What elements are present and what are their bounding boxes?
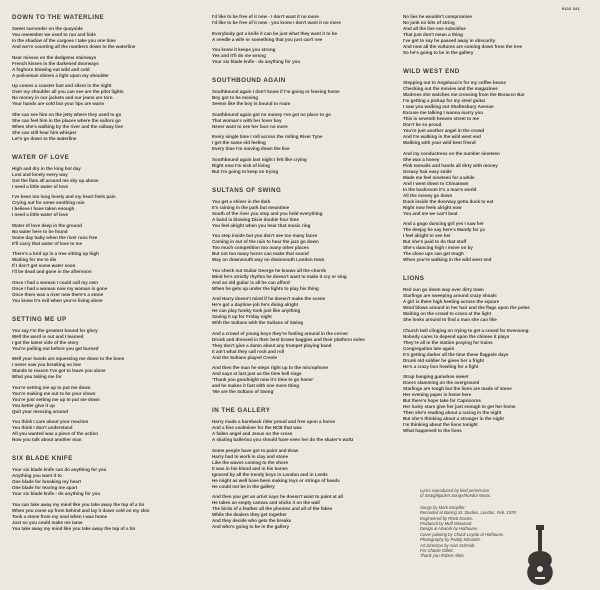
lyric-line: And all the live ose subsidise [403, 26, 466, 31]
lyric-line: One blade for breaking my heart [12, 479, 82, 484]
song-block [403, 275, 593, 434]
lyric-line: Quit your messing around [12, 408, 69, 414]
lyric-line: You check out Guitar George he knows all the chords [212, 267, 327, 273]
lyric-line: It was in his blood and in his bones [212, 465, 288, 471]
lyric-line: He's got a daytime job he's doing alright [212, 302, 299, 307]
lyric-line: You think I care about your reaction [12, 419, 89, 424]
lyric-line: Red sun go down way over dirty town [403, 287, 484, 292]
credit-line: Design & Artwork by Hothouse. [420, 526, 479, 532]
lyric-line: And says at last just as the time bell rings [212, 371, 302, 376]
lyric-line: It'll carry that water of love to me [12, 240, 83, 246]
lyric-line: The birds of a feather all the phonies and all of the fakes [212, 506, 333, 511]
lyric-line: And a gogo dancing girl yes I saw her [403, 221, 484, 226]
lyric-line: Stepping out to Angelucci's for my coffee beans [403, 80, 506, 85]
lyric-line: And a fine coalminer for the NCB that was [212, 425, 302, 430]
lyric-line: Then she's reading about a racing in the night [403, 410, 502, 415]
stanza [403, 287, 593, 323]
credit-line: For Charlie Gillett. [420, 548, 454, 554]
lyric-line: One blade for tearing me apart [12, 485, 78, 490]
lyric-line: A band is blowing Dixie double four time [212, 216, 299, 222]
lyric-line: And I'm walking in the wild west end [403, 134, 481, 139]
stanza [12, 112, 202, 142]
lyric-line: And then you get an artist says he doesn't want to paint at all [212, 494, 343, 499]
lyric-line: Once I had a woman now my woman is gone [12, 285, 108, 291]
song-block [403, 14, 593, 56]
lyric-line: And we're counting all the numbers down to the waterline [12, 44, 136, 49]
lyric-line: So he's going to be in the gallery [403, 50, 474, 55]
lyric-line: Duck inside the doorway gotta duck to eat [403, 198, 494, 204]
lyric-line: and he makes it fast with one more thing [212, 383, 300, 388]
song-title: IN THE GALLERY [212, 407, 271, 414]
lyric-line: Well your hands are squeezing me down to the bone [12, 356, 125, 361]
lyric-line: Like the waves coming to the shore [212, 459, 289, 465]
lyric-line: With the Sultans with the Sultans of Swing [212, 320, 303, 325]
stanza [12, 55, 202, 79]
stanza [403, 328, 593, 370]
stanza [12, 356, 202, 380]
lyric-line: They don't give a damn about any trumpet playing band [212, 342, 332, 348]
lyric-line: I'm getting a pickup for my steel guitar [403, 98, 486, 103]
lyric-line: The deejay he say here's Mandy for ya [403, 227, 485, 232]
lyric-line: Starlings are tough but the lions are made of stone [403, 386, 512, 391]
lyric-line: No lies he wouldn't compromise [403, 14, 472, 19]
song-title: WILD WEST END [403, 68, 460, 75]
stanza [212, 233, 402, 263]
lyric-line: Nobody cares to depend upon the chimes it plays [403, 333, 510, 339]
lyric-line: Let's go down to the waterline [12, 135, 77, 141]
lyric-line: Crying out for some soothing rain [12, 200, 85, 205]
lyrics-permission-note [420, 488, 595, 499]
song-title: SULTANS OF SWING [212, 186, 282, 194]
lyric-line: Checking out the movies and the magazines [403, 86, 498, 91]
lyric-line: And now all the vultures are coming down from the tree [403, 44, 523, 49]
lyric-line: I'd like to be free of it now - I don't want it no more [212, 14, 319, 19]
lyric-line: While the dealers they get together [212, 512, 287, 517]
lyric-line: Boy got to be moving [212, 95, 258, 100]
lyric-line: You say I'm the greatest bound for glory [12, 327, 98, 333]
lyric-line: When you come up from behind and lay it down cold on my skin [12, 507, 150, 513]
lyric-line: It ain't what they call rock and roll [212, 348, 285, 354]
lyric-line: Congregation late again [403, 345, 455, 351]
stanza [12, 419, 202, 443]
credit-line: Engineered by Rhett Davies. [420, 515, 474, 521]
lyric-line: I get the same old feeling [212, 140, 266, 145]
lyric-line: A foghorn blowing out wild and cold [12, 66, 90, 72]
lyric-line: Her evening paper is home here [403, 392, 472, 397]
lyric-line: In the shadow of the cargoes I take you one time [12, 38, 116, 43]
lyric-line: Every time I'm moving down the line [212, 146, 290, 151]
lyric-line: It's getting darker all the time these flagpole days [403, 351, 509, 357]
lyric-line: A policeman shines a light upon my shoulder [12, 72, 109, 78]
lyric-line: She can see him on the jetty where they used to go [12, 111, 122, 117]
lyric-line: 'We are the Sultans of Swing' [212, 389, 275, 394]
lyric-line: I've been too long lonely and my heart feels pain [12, 194, 116, 199]
credit-line: Thank you Robert Allen. [420, 553, 465, 559]
lyric-line: Right now I'm sick of living [212, 162, 270, 168]
lyric-line: I believe I have taken enough [12, 206, 75, 211]
lyric-line: French kisses in the darkened doorways [12, 60, 99, 66]
lyric-line: A skating ballerina you should have seen her do the skater's waltz [212, 437, 354, 442]
lyric-line: Waiting on the crowd to cross at the light [403, 311, 492, 316]
song-title: WATER OF LOVE [12, 153, 70, 161]
lyric-line: She was a honey [403, 156, 440, 162]
stanza [212, 89, 402, 107]
stanza [212, 448, 402, 490]
lyric-line: Too much competition too many other places [212, 245, 309, 250]
stanza [212, 14, 402, 26]
lyric-line: There's a bird up in a tree sitting up high [12, 251, 99, 256]
lyric-line: Yes and it'll do me wrong [212, 53, 266, 58]
lyric-line: If I don't get some water soon [12, 263, 76, 268]
stanza [12, 251, 202, 275]
lyric-line: Don't be so proud [403, 122, 442, 127]
lyric-line: Strap hanging gumshoe sweet [403, 374, 469, 379]
stanza [212, 419, 402, 443]
lyric-line: I feel alright to see her [403, 233, 451, 238]
lyric-line: You know it's evil when you're living alone [12, 297, 103, 303]
lyric-line: You're just setting me up to put me down [12, 396, 100, 402]
lyric-line: All the money go down [403, 192, 453, 198]
stanza [12, 502, 202, 532]
lyric-line: It's raining in the park but meantime [212, 204, 290, 210]
lyric-line: Greasy hair easy smile [403, 168, 452, 174]
lyric-line: Took a stone from my soul when I was home [12, 513, 108, 519]
lyric-line: Starlings are sweeping around crazy shoals [403, 293, 497, 298]
credit-line: Photography by Paddy Kilmartin. [420, 537, 481, 543]
stanza [212, 199, 402, 229]
song-block [212, 77, 402, 175]
lyric-line: What you taking me for [12, 374, 62, 379]
lyric-line: Harry had to work in clay and stone [212, 453, 289, 459]
stanza [212, 296, 402, 326]
stanza [403, 374, 593, 434]
lyrics-note-line: Lyrics reproduced by kind permission [420, 488, 490, 493]
lyric-line: You're pulling out before you get burned [12, 345, 99, 351]
lyric-line: Near misses on the dodgems stairways [12, 54, 97, 60]
lyric-line: But she's thinking about a stranger in the night [403, 416, 504, 421]
lyric-line: But I'm going to keep on trying [212, 168, 279, 174]
song-title: SOUTHBOUND AGAIN [212, 77, 286, 84]
lyric-line: She looks around to find a man she can like [403, 317, 497, 322]
lyric-line: No money in our jackets and our jeans are torn [12, 95, 113, 100]
lyric-line: And the Sultans played Creole [212, 354, 278, 360]
lyric-line: Your six blade knife can do anything for you [12, 467, 107, 472]
lyric-line: The close ups can get tough [403, 251, 464, 256]
stanza [212, 134, 402, 152]
lyric-line: Up comes a coaster fast and silent in the night [12, 83, 112, 88]
lyric-line: But she's paid to do that stuff [403, 239, 467, 244]
lyric-line: I need a little water of love [12, 212, 69, 217]
lyric-line: He could not be in the gallery [212, 483, 275, 489]
stanza [212, 157, 402, 175]
lyric-line: Southbound again last night I felt like crying [212, 156, 307, 162]
lyric-line: Church bell clinging on trying to get a crowd for Evensong [403, 327, 529, 333]
lyric-line: I got the latest side of the story [12, 339, 79, 345]
lyric-line: Once there was a river now there's a stone [12, 291, 104, 297]
stanza [403, 151, 593, 217]
lyric-line: I'd like to be free of it now - you know I don't want it no more [212, 20, 341, 25]
stanza [212, 112, 402, 130]
lyric-line: High and dry in the long hot day [12, 165, 81, 171]
lyric-line: I'll be dead and gone in the afternoon [12, 269, 92, 274]
lyric-line: That just don't mean a thing [403, 32, 463, 37]
lyric-line: Wind blows around in her hair and the flags upon the poles [403, 305, 530, 310]
lyric-line: Sweet surrender on the quayside [12, 26, 83, 31]
lyric-line: This is seventh heaven street to me [403, 116, 480, 121]
lyric-line: Some day baby when the river runs free [12, 234, 98, 240]
column-right [403, 14, 593, 446]
song-block [403, 68, 593, 263]
lyric-line: Just so you could make me tame [12, 519, 83, 525]
lyric-line: She can feel him in the places where the sailors go [12, 117, 121, 123]
lyric-line: Over my shoulder all you can see are the pilot lights [12, 89, 124, 94]
lyric-line: 'Thank you goodnight now it's time to go home' [212, 377, 314, 382]
lyric-line: And who's going to be in the gallery [212, 524, 290, 529]
lyric-line: Your six blade knife - do anything for you [12, 491, 101, 496]
lyric-line: You take away my mind like you take away the top of a tin [12, 525, 136, 531]
lyric-line: You better give it up [12, 402, 55, 408]
lyric-line: She's dancing high I move on by [403, 245, 473, 250]
lyric-line: Saving it up for Friday night [212, 314, 272, 319]
lyric-line: Your hands are cold but your lips are warm [12, 101, 105, 106]
lyric-line: You think I don't understand [12, 425, 73, 430]
song-title: SETTING ME UP [12, 315, 67, 323]
lyric-line: You know it keeps you strong [212, 47, 276, 52]
stanza [12, 83, 202, 107]
song-block [212, 187, 402, 396]
song-block [12, 14, 202, 142]
lyric-line: She can still hear him whisper [12, 129, 77, 135]
stanza [403, 80, 593, 146]
lyric-line: Got the flats all around me sky up above [12, 177, 99, 183]
lyric-line: Made me feel nineteen for a while [403, 174, 475, 180]
song-title: LIONS [403, 275, 425, 282]
credit-line: Cover painting by Chuck Loyola at Hothouse. [420, 531, 505, 537]
lyric-line: Seems like the boy is bound to roam [212, 101, 291, 106]
lyric-line: And they decide who gets the breaks [212, 518, 292, 523]
stanza [12, 194, 202, 218]
lyric-line: Once I had a woman I could call my own [12, 279, 99, 285]
lyric-line: Your six blade knife - do anything for you [212, 59, 301, 64]
stanza [212, 31, 402, 43]
lyric-line: No junk no bits of string [403, 20, 455, 25]
lyric-line: Never want to see her face no more [212, 123, 288, 129]
stanza [212, 331, 402, 361]
lyric-line: You can take away my mind like you take away the top of a tin [12, 501, 145, 507]
lyric-line: A fallen angel and Jesus on the cross [212, 431, 293, 436]
lyric-line: He might as well have been making toys or strings of beads [212, 477, 340, 483]
lyric-line: I've got to say he passed away in obscurity [403, 38, 496, 43]
lyrics-note-line: of Straightjacket Songs/Rondor Music. [420, 493, 492, 499]
lyric-line: You remember we used to run and hide [12, 32, 96, 37]
stanza [12, 467, 202, 497]
song-block [212, 14, 402, 65]
lyric-line: When she's walking by the river and the railway line [12, 123, 123, 129]
lyric-line: He takes an empty canvas and sticks it on the wall [212, 500, 320, 505]
lyric-line: Excuse me talking I wanna marry you [403, 110, 484, 115]
lyric-line: Southbound again got no money I've got no place to go [212, 111, 331, 117]
lyric-line: You're making me out to be your clown [12, 390, 96, 396]
lyric-line: Drunk old soldier he gives her a fright [403, 357, 485, 363]
credit-line: Songs by Mark Knopfler. [420, 504, 466, 510]
lyric-line: Waitress she watches me crossing from the Boracco Bar [403, 92, 525, 97]
lyric-line: He's a crazy lion howling for a fight [403, 363, 479, 369]
credit-line: Art Direction by Alan Schmidt. [420, 542, 476, 548]
lyric-line: Every single time I roll across the rolling River Tyne [212, 134, 323, 139]
lyric-line: Water of love deep in the ground [12, 222, 82, 228]
lyric-line: Now you talk about another man [12, 437, 82, 442]
lyric-line: Lost and lonely every way [12, 171, 68, 177]
stanza [12, 26, 202, 50]
lyric-line: Everybody got a knife it can be just what they want it to be [212, 30, 338, 36]
lyric-line: You're just another angel in the crowd [403, 128, 485, 133]
stanza [403, 221, 593, 263]
lyric-line: When you're walking in the wild west end [403, 257, 492, 262]
lyric-line: A girl is there high heeling across the square [403, 299, 500, 304]
stanza [12, 223, 202, 247]
lyric-line: In the backroom it's a man's world [403, 186, 477, 192]
stanza [212, 365, 402, 395]
lyric-line: And Harry doesn't mind if he doesn't make the scene [212, 296, 326, 301]
song-title: DOWN TO THE WATERLINE [12, 14, 105, 21]
lyric-line: Harry made a bareback rider proud and free upon a horse [212, 419, 336, 424]
lyric-line: Southbound again I don't know if I'm going or leaving home [212, 89, 340, 94]
lyric-line: Stands to reason I've got to leave you alone [12, 368, 106, 373]
lyric-line: Some people have got to paint and draw [212, 447, 299, 453]
lyric-line: Drunk and dressed in their best brown baggies and their platform soles [212, 336, 365, 342]
stanza [212, 494, 402, 530]
catalog-code: 9102 021 [561, 6, 580, 11]
lyric-line: But not too many horns can make that sound [212, 251, 309, 256]
stanza [12, 280, 202, 304]
lyric-line: South of the river you stop and you hold everything [212, 210, 323, 216]
stanza [212, 268, 402, 292]
lyric-line: I'm thinking about the lions tonight [403, 422, 478, 427]
lyric-line: You're setting me up to put me down [12, 384, 91, 390]
lyric-line: And then the man he steps right up to the microphone [212, 365, 329, 370]
song-block [12, 154, 202, 304]
lyric-line: Anything you want it to [12, 473, 62, 478]
lyric-line: Ignored by all the trendy boys in London and in Leeds [212, 471, 328, 477]
lyric-line: Mind he's strictly rhythm he doesn't want to make it cry or sing [212, 273, 347, 279]
lyric-line: A needle a wife or something that you just can't see [212, 36, 323, 42]
lyric-line: And a crowd of young boys they're fooling around in the corner [212, 330, 349, 336]
lyric-line: And I went down to Chinatown [403, 180, 469, 186]
lyric-line: You step inside but you don't see too many faces [212, 233, 318, 238]
lyric-line: Doors slamming on the overground [403, 380, 480, 385]
column-left [12, 14, 202, 544]
lyric-line: When he gets up under the lights to play his thing [212, 285, 319, 291]
stanza [212, 47, 402, 65]
song-block [212, 407, 402, 530]
lyric-line: Walking with your wild best friend [403, 140, 476, 145]
credits-list [420, 505, 595, 559]
song-block [12, 455, 202, 532]
lyric-line: I saw you walking out Shaftesbury Avenue [403, 104, 494, 109]
lyric-line: You and me we can't beat [403, 210, 458, 216]
stanza [403, 14, 593, 56]
stanza [12, 328, 202, 352]
song-block [12, 316, 202, 444]
lyric-line: He can play honky tonk just like anything [212, 308, 301, 313]
lyric-line: And my conductress on the number nineteen [403, 150, 500, 156]
lyric-line: But there's hope take for Capricorns [403, 398, 481, 403]
lyric-line: Coming in out of the rain to hear the jazz go down [212, 239, 319, 244]
credits-block [420, 488, 595, 559]
lyric-line: I never saw you breaking so low [12, 362, 81, 367]
lyric-line: Way on downsouth way on downsouth London town [212, 257, 325, 262]
guitar-logo-icon [520, 525, 560, 587]
lyric-line: That woman's with her lover boy [212, 117, 282, 123]
credit-line: Produced by Muff Winwood. [420, 521, 473, 527]
lyric-line: I need a little water of love [12, 183, 69, 189]
lyric-line: And an old guitar is all he can afford [212, 279, 290, 285]
lyric-line: You feel alright when you hear that music ring [212, 222, 311, 228]
lyric-line: You get a shiver in the dark [212, 198, 271, 204]
lyric-line: Waiting for me to die [12, 257, 57, 262]
lyric-line: Pink toenails and hands all dirty with money [403, 162, 498, 168]
lyric-line: Right now feels alright now [403, 204, 462, 210]
credit-line: Recorded at Basing St. Studios, London. Feb. 1978 [420, 510, 516, 516]
column-middle [212, 14, 402, 542]
lyric-line: Her lucky stars give her just enough to get her home [403, 404, 516, 409]
lyric-line: They're all in the station praying for trains [403, 339, 493, 345]
stanza [12, 385, 202, 415]
stanza [12, 166, 202, 190]
lyric-line: No water here to be found [12, 228, 68, 234]
song-title: SIX BLADE KNIFE [12, 455, 73, 462]
lyric-line: All you wanted was a piece of the action [12, 431, 99, 436]
lyric-line: What happened to the lions [403, 428, 462, 433]
lyric-line: Well the word is out and I learned [12, 333, 84, 339]
